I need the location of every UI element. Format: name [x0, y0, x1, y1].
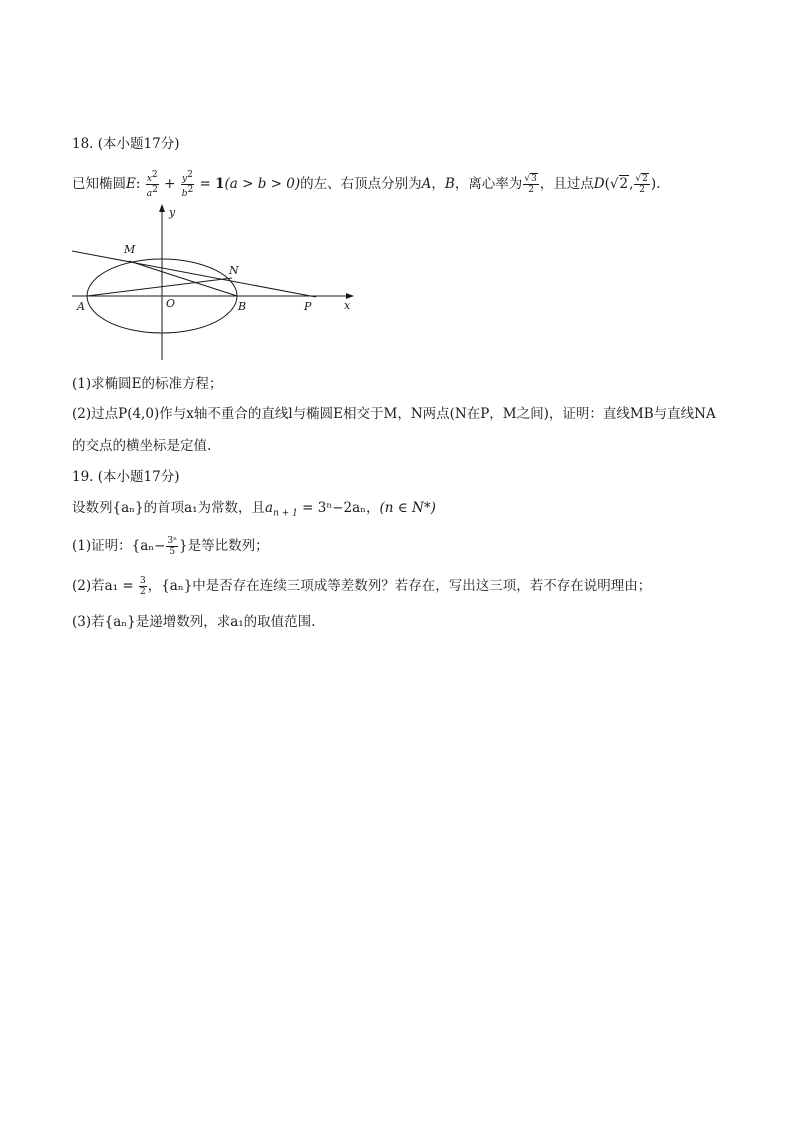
point-d-y-frac: $\frac{√2}{2}$	[635, 174, 648, 195]
line-l	[72, 251, 316, 297]
q18-part1: (1)求椭圆E的标准方程；	[72, 376, 223, 392]
q19-part2: (2)若a₁ = $\frac{3}{2}$ ，{aₙ}中是否存在连续三项成等差数列？若存在，写出这三项，若不存在说明理由；	[72, 576, 652, 597]
frac-x2-a2: $\frac{x^2}{a^2}$	[146, 170, 158, 199]
q18-part2-line2: 的交点的横坐标是定值.	[72, 438, 212, 454]
eccentricity-frac: $\frac{√3}{2}$	[524, 174, 537, 195]
ellipse-condition: (a > b > 0)	[224, 176, 301, 192]
q19-header: 19. (本小题17分)	[72, 469, 180, 485]
q19-part1: (1)证明：{aₙ− $\frac{\text{3ⁿ}}{5}$ }是等比数列；	[72, 536, 269, 557]
label-n: N	[229, 264, 239, 277]
q18-stem-text: 已知椭圆	[72, 176, 126, 192]
label-o: O	[166, 297, 176, 310]
q19-part3: (3)若{aₙ}是递增数列，求a₁的取值范围.	[72, 614, 316, 630]
label-b: B	[238, 300, 247, 313]
q18-stem: 已知椭圆E: $\frac{x^2}{a^2}$ + $\frac{y^2}{b^2}$ = 1(a > b > 0)的左、右顶点分别为A，B，离心率为 $\frac{√3}{2}$ ，且过点D(√2, $\frac{√2}{2}$ ).	[72, 170, 661, 199]
label-p: P	[304, 300, 312, 313]
label-a: A	[77, 300, 85, 313]
label-y: y	[169, 206, 176, 219]
frac-3-2: $\frac{3}{2}$	[139, 576, 146, 597]
q18-header: 18. (本小题17分)	[72, 136, 180, 152]
sqrt-2: 2	[619, 176, 629, 192]
ellipse-figure	[66, 200, 366, 365]
frac-3n-5: $\frac{\text{3ⁿ}}{5}$	[167, 536, 178, 557]
q19-stem: 设数列{aₙ}的首项a₁为常数，且$a_{n + 1} = 3^n-2a_n$，(n ∈ N*)	[72, 500, 436, 519]
y-axis-arrow	[159, 204, 165, 212]
q18-part2-line1: (2)过点P(4,0)作与x轴不重合的直线l与椭圆E相交于M，N两点(N在P，M之间)，证明：直线MB与直线NA	[72, 406, 716, 422]
line-mb	[129, 261, 237, 296]
ellipse-name: E	[126, 176, 136, 192]
label-m: M	[124, 243, 136, 256]
label-x: x	[344, 299, 351, 312]
frac-y2-b2: $\frac{y^2}{b^2}$	[181, 170, 194, 199]
colon: :	[135, 176, 145, 192]
